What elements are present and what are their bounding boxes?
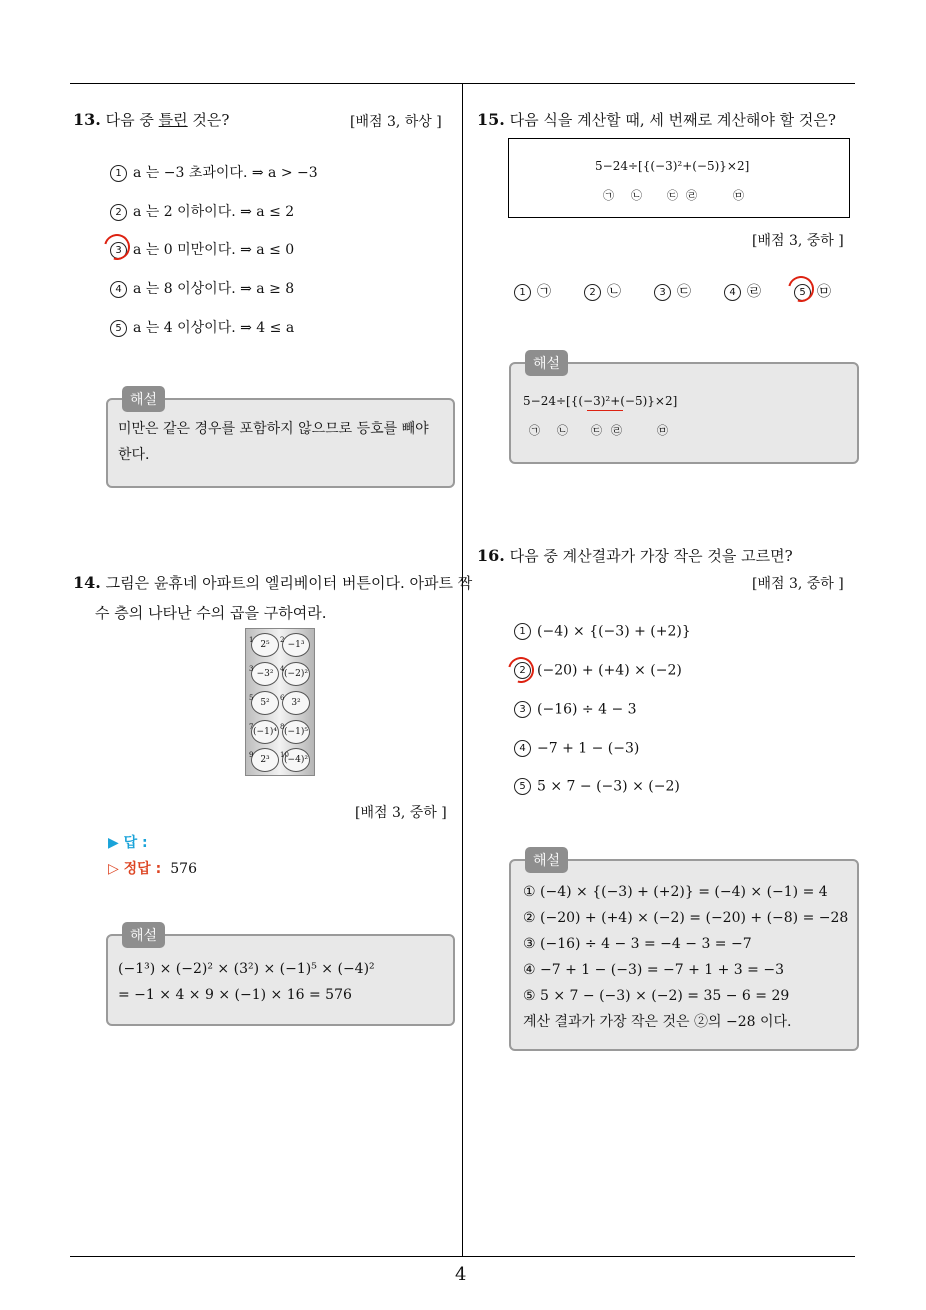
q15-solution-expression: 5−24÷[{(−3)²+(−5)}×2] [523, 394, 678, 408]
bottom-rule [70, 1256, 855, 1257]
elevator-button-10[interactable]: 10 (−4)² [282, 748, 310, 772]
elevator-button-7[interactable]: 7 (−1)⁴ [251, 720, 279, 744]
q13-option-3[interactable]: 3 a 는 0 미만이다. ⇒ a ≤ 0 [110, 239, 294, 259]
q14-answer-label: ▶ 답 : [108, 835, 148, 851]
q14-correct-row [108, 858, 197, 878]
q14-answer-row [108, 832, 148, 852]
q14-header [73, 568, 480, 628]
q16-number: 16. [477, 546, 505, 565]
q16-option-5[interactable]: 5 5 × 7 − (−3) × (−2) [514, 778, 680, 795]
q15-expression: 5−24÷[{(−3)²+(−5)}×2] [595, 159, 750, 173]
q15-option-2[interactable]: 2 ㉡ [584, 281, 621, 301]
q14-correct-value: 576 [170, 861, 197, 877]
elevator-button-5[interactable]: 5 5² [251, 691, 279, 715]
q13-option-5[interactable]: 5 a 는 4 이상이다. ⇒ 4 ≤ a [110, 317, 294, 337]
q16-solution-line-5: ⑤ 5 × 7 − (−3) × (−2) = 35 − 6 = 29 [523, 988, 790, 1004]
q16-header [477, 545, 793, 566]
q15-solution-step-3: ㉢ [591, 424, 602, 437]
q15-option-1[interactable]: 1 ㉠ [514, 281, 551, 301]
q15-expression-box [508, 138, 850, 218]
q16-solution-line-4: ④ −7 + 1 − (−3) = −7 + 1 + 3 = −3 [523, 962, 784, 978]
q16-solution-line-2: ② (−20) + (+4) × (−2) = (−20) + (−8) = −28 [523, 910, 849, 926]
q16-option-2[interactable]: 2 (−20) + (+4) × (−2) [514, 662, 682, 679]
q15-solution-underline [587, 410, 623, 411]
q16-option-1[interactable]: 1 (−4) × {(−3) + (+2)} [514, 623, 691, 640]
q16-option-4[interactable]: 4 −7 + 1 − (−3) [514, 740, 639, 757]
q14-solution-box [106, 928, 455, 1026]
q15-solution-step-4: ㉣ [611, 424, 622, 437]
q15-option-5[interactable]: 5 ㉤ [794, 281, 831, 301]
q13-option-2[interactable]: 2 a 는 2 이하이다. ⇒ a ≤ 2 [110, 201, 294, 221]
q14-solution-line-2: = −1 × 4 × 9 × (−1) × 16 = 576 [118, 987, 352, 1003]
q15-step-1: ㉠ [603, 189, 614, 202]
elevator-button-4[interactable]: 4 (−2)² [282, 662, 310, 686]
page-number: 4 [455, 1264, 467, 1285]
q13-solution-box [106, 392, 455, 488]
elevator-button-8[interactable]: 8 (−1)⁵ [282, 720, 310, 744]
q15-text: 다음 식을 계산할 때, 세 번째로 계산해야 할 것은? [509, 111, 836, 129]
q16-solution-conclusion: 계산 결과가 가장 작은 것은 ②의 −28 이다. [523, 1014, 792, 1030]
q15-step-3: ㉢ [667, 189, 678, 202]
q16-solution-box [509, 853, 859, 1051]
q15-step-5: ㉤ [733, 189, 744, 202]
q15-option-4[interactable]: 4 ㉣ [724, 281, 761, 301]
elevator-button-1[interactable]: 1 2⁵ [251, 633, 279, 657]
q15-solution-step-2: ㉡ [557, 424, 568, 437]
q14-number: 14. [73, 573, 101, 592]
q13-underlined: 틀린 [158, 111, 188, 129]
q14-text: 그림은 윤휴네 아파트의 엘리베이터 버튼이다. 아파트 짝수 층의 나타난 수의 곱을 구하여라. [95, 574, 473, 622]
q16-score: [배점 3, 중하 ] [752, 576, 844, 592]
q16-answer-mark [503, 652, 539, 688]
q15-solution-step-1: ㉠ [529, 424, 540, 437]
q13-header [73, 109, 229, 130]
elevator-button-2[interactable]: 2 −1³ [282, 633, 310, 657]
q15-number: 15. [477, 110, 505, 129]
q16-solution-line-3: ③ (−16) ÷ 4 − 3 = −4 − 3 = −7 [523, 936, 752, 952]
elevator-button-6[interactable]: 6 3² [282, 691, 310, 715]
q13-number: 13. [73, 110, 101, 129]
q13-prefix: 다음 중 [105, 111, 154, 129]
elevator-button-panel [245, 628, 315, 776]
q15-score: [배점 3, 중하 ] [752, 233, 844, 249]
q15-solution-box [509, 356, 859, 464]
q15-step-4: ㉣ [686, 189, 697, 202]
q15-answer-mark [783, 271, 819, 307]
q16-option-3[interactable]: 3 (−16) ÷ 4 − 3 [514, 701, 637, 718]
q15-option-3[interactable]: 3 ㉢ [654, 281, 691, 301]
q13-suffix: 것은? [192, 111, 230, 129]
elevator-button-3[interactable]: 3 −3² [251, 662, 279, 686]
q15-header [477, 109, 836, 130]
column-divider [462, 83, 463, 1256]
q15-solution-step-5: ㉤ [657, 424, 668, 437]
q13-option-1[interactable]: 1 a 는 −3 초과이다. ⇒ a > −3 [110, 162, 318, 182]
elevator-button-9[interactable]: 9 2³ [251, 748, 279, 772]
q14-score: [배점 3, 중하 ] [355, 805, 447, 821]
q13-answer-mark [99, 229, 135, 265]
q15-step-2: ㉡ [631, 189, 642, 202]
q14-correct-label: ▷ 정답 : [108, 861, 162, 877]
q13-option-4[interactable]: 4 a 는 8 이상이다. ⇒ a ≥ 8 [110, 278, 294, 298]
q15-solution-tag: 해설 [525, 350, 568, 376]
q14-solution-tag: 해설 [122, 922, 165, 948]
q13-solution-tag: 해설 [122, 386, 165, 412]
q13-solution-text: 미만은 같은 경우를 포함하지 않으므로 등호를 빼야 한다. [118, 421, 429, 463]
q16-text: 다음 중 계산결과가 가장 작은 것을 고르면? [509, 547, 793, 565]
q16-solution-tag: 해설 [525, 847, 568, 873]
q14-solution-line-1: (−1³) × (−2)² × (3²) × (−1)⁵ × (−4)² [118, 961, 375, 977]
q16-solution-line-1: ① (−4) × {(−3) + (+2)} = (−4) × (−1) = 4 [523, 884, 828, 900]
q13-score: [배점 3, 하상 ] [350, 114, 442, 130]
